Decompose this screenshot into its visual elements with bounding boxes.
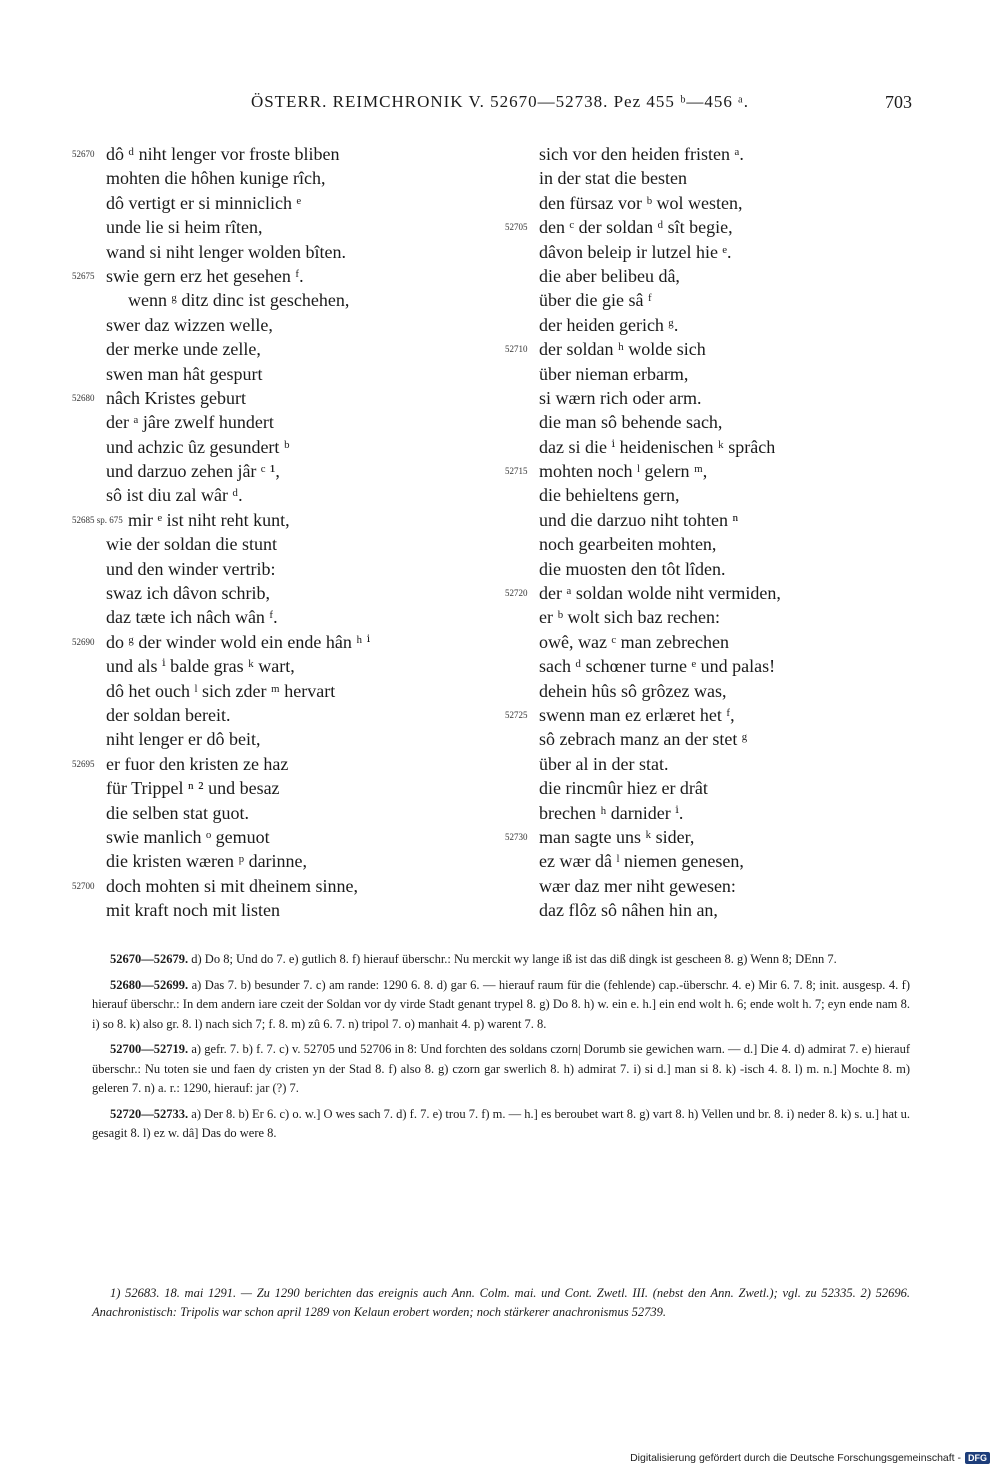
verse-text: swen man hât gespurt xyxy=(106,363,263,384)
verse-text: und als ⁱ balde gras ᵏ wart, xyxy=(106,656,295,677)
verse-line xyxy=(72,849,492,873)
verse-text: daz tæte ich nâch wân ᶠ. xyxy=(106,607,278,628)
verse-line xyxy=(505,703,925,727)
verse-line xyxy=(72,752,492,776)
verse-line xyxy=(505,825,925,849)
verse-line xyxy=(505,264,925,288)
verse-line xyxy=(72,435,492,459)
verse-text: sô ist diu zal wâr ᵈ. xyxy=(106,485,243,506)
verse-line xyxy=(72,801,492,825)
verse-line xyxy=(505,801,925,825)
verse-text: die behieltens gern, xyxy=(539,485,680,506)
verse-text: do ᵍ der winder wold ein ende hân ʰ ⁱ xyxy=(106,631,371,652)
digitization-credit xyxy=(630,1452,990,1464)
verse-line xyxy=(505,630,925,654)
verse-text: wand si niht lenger wolden bîten. xyxy=(106,241,346,262)
verse-text: der ᵃ soldan wolde niht vermiden, xyxy=(539,583,781,604)
verse-line xyxy=(72,191,492,215)
verse-line xyxy=(505,288,925,312)
verse-text: mohten noch ˡ gelern ᵐ, xyxy=(539,461,708,482)
verse-text: wær daz mer niht gewesen: xyxy=(539,875,736,896)
verse-text: sach ᵈ schœner turne ᵉ und palas! xyxy=(539,656,776,677)
verse-line xyxy=(72,386,492,410)
verse-text: daz flôz sô nâhen hin an, xyxy=(539,900,718,921)
verse-text: in der stat die besten xyxy=(539,168,687,189)
apparatus-range: 52670—52679. xyxy=(110,952,189,966)
verse-line xyxy=(505,435,925,459)
critical-apparatus xyxy=(92,950,910,1150)
verse-line xyxy=(505,776,925,800)
credit-text: Digitalisierung gefördert durch die Deutsche Forschungsgemeinschaft - xyxy=(630,1452,961,1464)
verse-line xyxy=(505,410,925,434)
verse-text: der soldan ʰ wolde sich xyxy=(539,339,706,360)
verse-text: und darzuo zehen jâr ᶜ ¹, xyxy=(106,461,280,482)
verse-line xyxy=(505,459,925,483)
verse-line xyxy=(72,166,492,190)
verse-text: noch gearbeiten mohten, xyxy=(539,534,717,555)
verse-text: swie gern erz het gesehen ᶠ. xyxy=(106,265,304,286)
verse-text: sô zebrach manz an der stet ᵍ xyxy=(539,729,748,750)
footnotes: 1) 52683. 18. mai 1291. — Zu 1290 berichten das ereignis auch Ann. Colm. mai. und Cont. Zwetl. III. (nebst den Ann. Zwetl.); vgl. zu 52335. 2) 52696. Anachronistisch: Tripolis war schon april 1289 von Kelaun erobert worden; noch stärkerer anachronismus 52739. xyxy=(92,1286,910,1319)
verse-text: unde lie si heim rîten, xyxy=(106,217,263,238)
verse-line xyxy=(72,410,492,434)
verse-text: über nieman erbarm, xyxy=(539,363,689,384)
verse-text: die aber belibeu dâ, xyxy=(539,265,680,286)
verse-text: dô ᵈ niht lenger vor froste bliben xyxy=(106,144,340,164)
page-number: 703 xyxy=(885,92,912,112)
verse-text: mohten die hôhen kunige rîch, xyxy=(106,168,326,189)
verse-text: swaz ich dâvon schrib, xyxy=(106,583,270,604)
verse-text: der ᵃ jâre zwelf hundert xyxy=(106,412,274,433)
verse-line xyxy=(72,337,492,361)
verse-text: swer daz wizzen welle, xyxy=(106,314,273,335)
line-number: 52715 xyxy=(505,466,528,477)
apparatus-text: d) Do 8; Und do 7. e) gutlich 8. f) hierauf überschr.: Nu merckit wy lange iß ist das diß dingk ist gescheen 8. g) Wenn 8; DEnn 7. xyxy=(191,952,837,966)
apparatus-entry xyxy=(92,1040,910,1099)
verse-line xyxy=(505,605,925,629)
line-number: 52690 xyxy=(72,636,95,647)
verse-line xyxy=(505,557,925,581)
verse-text: und achzic ûz gesundert ᵇ xyxy=(106,436,290,457)
apparatus-entry xyxy=(92,1105,910,1144)
verse-text: er fuor den kristen ze haz xyxy=(106,753,289,774)
verse-text: über al in der stat. xyxy=(539,753,669,774)
verse-line xyxy=(72,288,492,312)
verse-text: wie der soldan die stunt xyxy=(106,534,277,555)
verse-line xyxy=(505,654,925,678)
verse-text: ez wær dâ ˡ niemen genesen, xyxy=(539,851,744,872)
verse-text: mir ᵉ ist niht reht kunt, xyxy=(128,509,290,530)
verse-line xyxy=(505,508,925,532)
verse-line xyxy=(72,142,492,166)
verse-line xyxy=(72,874,492,898)
line-number: 52710 xyxy=(505,344,528,355)
verse-text: swie manlich ᵒ gemuot xyxy=(106,826,270,847)
verse-text: und den winder vertrib: xyxy=(106,558,276,579)
verse-line xyxy=(505,240,925,264)
apparatus-text: a) gefr. 7. b) f. 7. c) v. 52705 und 52706 in 8: Und forchten des soldans czorn| Dorumb sie gewichen warn. — d.] Die 4. d) admirat 7. e) hierauf überschr.: Nu toten sie und faen dy cristen yn der Stad 8. f) also 8. g) czorn gar swerlich 8. h) admirat 7. i) si d.] man si 8. k) -isch 4. 8. l) m. n.] Mochte 8. m) geleren 7. n) a. r.: 1290, hierauf: jar (?) 7. xyxy=(92,1042,911,1095)
verse-text: man sagte uns ᵏ sider, xyxy=(539,826,695,847)
verse-line xyxy=(505,483,925,507)
verse-line xyxy=(72,532,492,556)
verse-text: dehein hûs sô grôzez was, xyxy=(539,680,727,701)
verse-line xyxy=(72,581,492,605)
verse-line xyxy=(72,605,492,629)
line-number: 52680 xyxy=(72,392,95,403)
verse-text: daz si die ⁱ heidenischen ᵏ sprâch xyxy=(539,436,776,457)
verse-line xyxy=(505,581,925,605)
line-number: 52700 xyxy=(72,880,95,891)
right-text-column xyxy=(505,142,925,923)
apparatus-range: 52700—52719. xyxy=(110,1042,189,1056)
verse-text: swenn man ez erlæret het ᶠ, xyxy=(539,704,735,725)
verse-line xyxy=(72,508,492,532)
verse-text: über die gie sâ ᶠ xyxy=(539,290,652,311)
verse-line xyxy=(72,557,492,581)
verse-text: brechen ʰ darnider ⁱ. xyxy=(539,802,684,823)
apparatus-entry xyxy=(92,976,910,1035)
verse-line xyxy=(505,849,925,873)
verse-text: die muosten den tôt lîden. xyxy=(539,558,726,579)
apparatus-text: a) Der 8. b) Er 6. c) o. w.] O wes sach 7. d) f. 7. e) trou 7. f) m. — h.] es beroubet wart 8. g) vart 8. h) Vellen und br. 8. i) neder 8. k) s. u.] hat u. gesagit 8. l) ez w. dâ] Das do were 8. xyxy=(92,1106,910,1140)
verse-line xyxy=(72,776,492,800)
verse-line xyxy=(505,313,925,337)
verse-line xyxy=(72,362,492,386)
apparatus-range: 52720—52733. xyxy=(110,1106,189,1121)
verse-line xyxy=(505,679,925,703)
verse-line xyxy=(505,362,925,386)
verse-line xyxy=(72,898,492,922)
verse-line xyxy=(72,483,492,507)
verse-line xyxy=(72,630,492,654)
verse-text: die kristen wæren ᵖ darinne, xyxy=(106,851,308,872)
verse-text: die rincmûr hiez er drât xyxy=(539,778,708,799)
dfg-logo-icon: DFG xyxy=(965,1452,990,1464)
line-number: 52695 xyxy=(72,758,95,769)
left-text-column xyxy=(72,142,492,923)
verse-line xyxy=(72,313,492,337)
verse-line xyxy=(72,727,492,751)
verse-line xyxy=(72,825,492,849)
verse-line xyxy=(505,874,925,898)
verse-text: mit kraft noch mit listen xyxy=(106,900,280,921)
header-title: ÖSTERR. REIMCHRONIK V. 52670—52738. Pez 455 ᵇ—456 ᵃ. xyxy=(250,92,750,111)
verse-text: dâvon beleip ir lutzel hie ᵉ. xyxy=(539,241,732,262)
verse-text: und die darzuo niht tohten ⁿ xyxy=(539,509,739,530)
verse-text: owê, waz ᶜ man zebrechen xyxy=(539,631,730,652)
line-number: 52725 xyxy=(505,709,528,720)
verse-line xyxy=(72,679,492,703)
apparatus-text: a) Das 7. b) besunder 7. c) am rande: 1290 6. 8. d) gar 6. — hierauf raum für die (fehlende) cap.-überschr. 4. e) Mir 6. 7. 8; init. ausgesp. 4. f) hierauf überschr.: In dem andern iare czeit der Soldan vor dy virde Stadt genant trypel 8. g) Do 8. h) w. ein e. h.] ein end wolt h. 6; ende wolt h. 7; eyn ende nam 8. i) so 8. k) also gr. 8. l) nach sich 7; f. 8. m) zû 6. 7. n) tripol 7. o) manhait 4. p) warent 7. 8. xyxy=(92,977,910,1031)
verse-text: nâch Kristes geburt xyxy=(106,387,246,408)
verse-text: niht lenger er dô beit, xyxy=(106,729,261,750)
verse-text: sich vor den heiden fristen ᵃ. xyxy=(539,144,744,164)
verse-line xyxy=(505,337,925,361)
verse-text: die selben stat guot. xyxy=(106,802,249,823)
verse-line xyxy=(505,898,925,922)
verse-text: er ᵇ wolt sich baz rechen: xyxy=(539,607,720,628)
verse-text: den fürsaz vor ᵇ wol westen, xyxy=(539,192,743,213)
verse-text: für Trippel ⁿ ² und besaz xyxy=(106,778,280,799)
verse-line xyxy=(72,240,492,264)
verse-line xyxy=(505,166,925,190)
verse-text: doch mohten si mit dheinem sinne, xyxy=(106,875,358,896)
verse-text: dô het ouch ˡ sich zder ᵐ hervart xyxy=(106,680,336,701)
apparatus-entry xyxy=(92,950,910,970)
verse-text: si wærn rich oder arm. xyxy=(539,387,702,408)
verse-line xyxy=(72,215,492,239)
verse-text: wenn ᵍ ditz dinc ist geschehen, xyxy=(128,290,350,311)
verse-line xyxy=(505,532,925,556)
verse-line xyxy=(72,264,492,288)
line-number: 52730 xyxy=(505,831,528,842)
running-header xyxy=(0,92,1000,116)
apparatus-range: 52680—52699. xyxy=(110,977,189,992)
verse-line xyxy=(72,654,492,678)
verse-line xyxy=(72,459,492,483)
line-number: 52720 xyxy=(505,588,528,599)
verse-text: der heiden gerich ᵍ. xyxy=(539,314,679,335)
verse-line xyxy=(505,215,925,239)
line-number: 52670 xyxy=(72,149,95,159)
line-number: 52685 sp. 675 xyxy=(72,514,123,525)
verse-line xyxy=(505,727,925,751)
verse-text: den ᶜ der soldan ᵈ sît begie, xyxy=(539,217,733,238)
verse-text: der merke unde zelle, xyxy=(106,339,261,360)
verse-text: dô vertigt er si minniclich ᵉ xyxy=(106,192,302,213)
verse-line xyxy=(505,142,925,166)
verse-line xyxy=(505,191,925,215)
verse-text: die man sô behende sach, xyxy=(539,412,723,433)
verse-line xyxy=(505,386,925,410)
line-number: 52675 xyxy=(72,270,95,281)
verse-line xyxy=(505,752,925,776)
verse-line xyxy=(72,703,492,727)
verse-text: der soldan bereit. xyxy=(106,704,231,725)
line-number: 52705 xyxy=(505,222,528,233)
